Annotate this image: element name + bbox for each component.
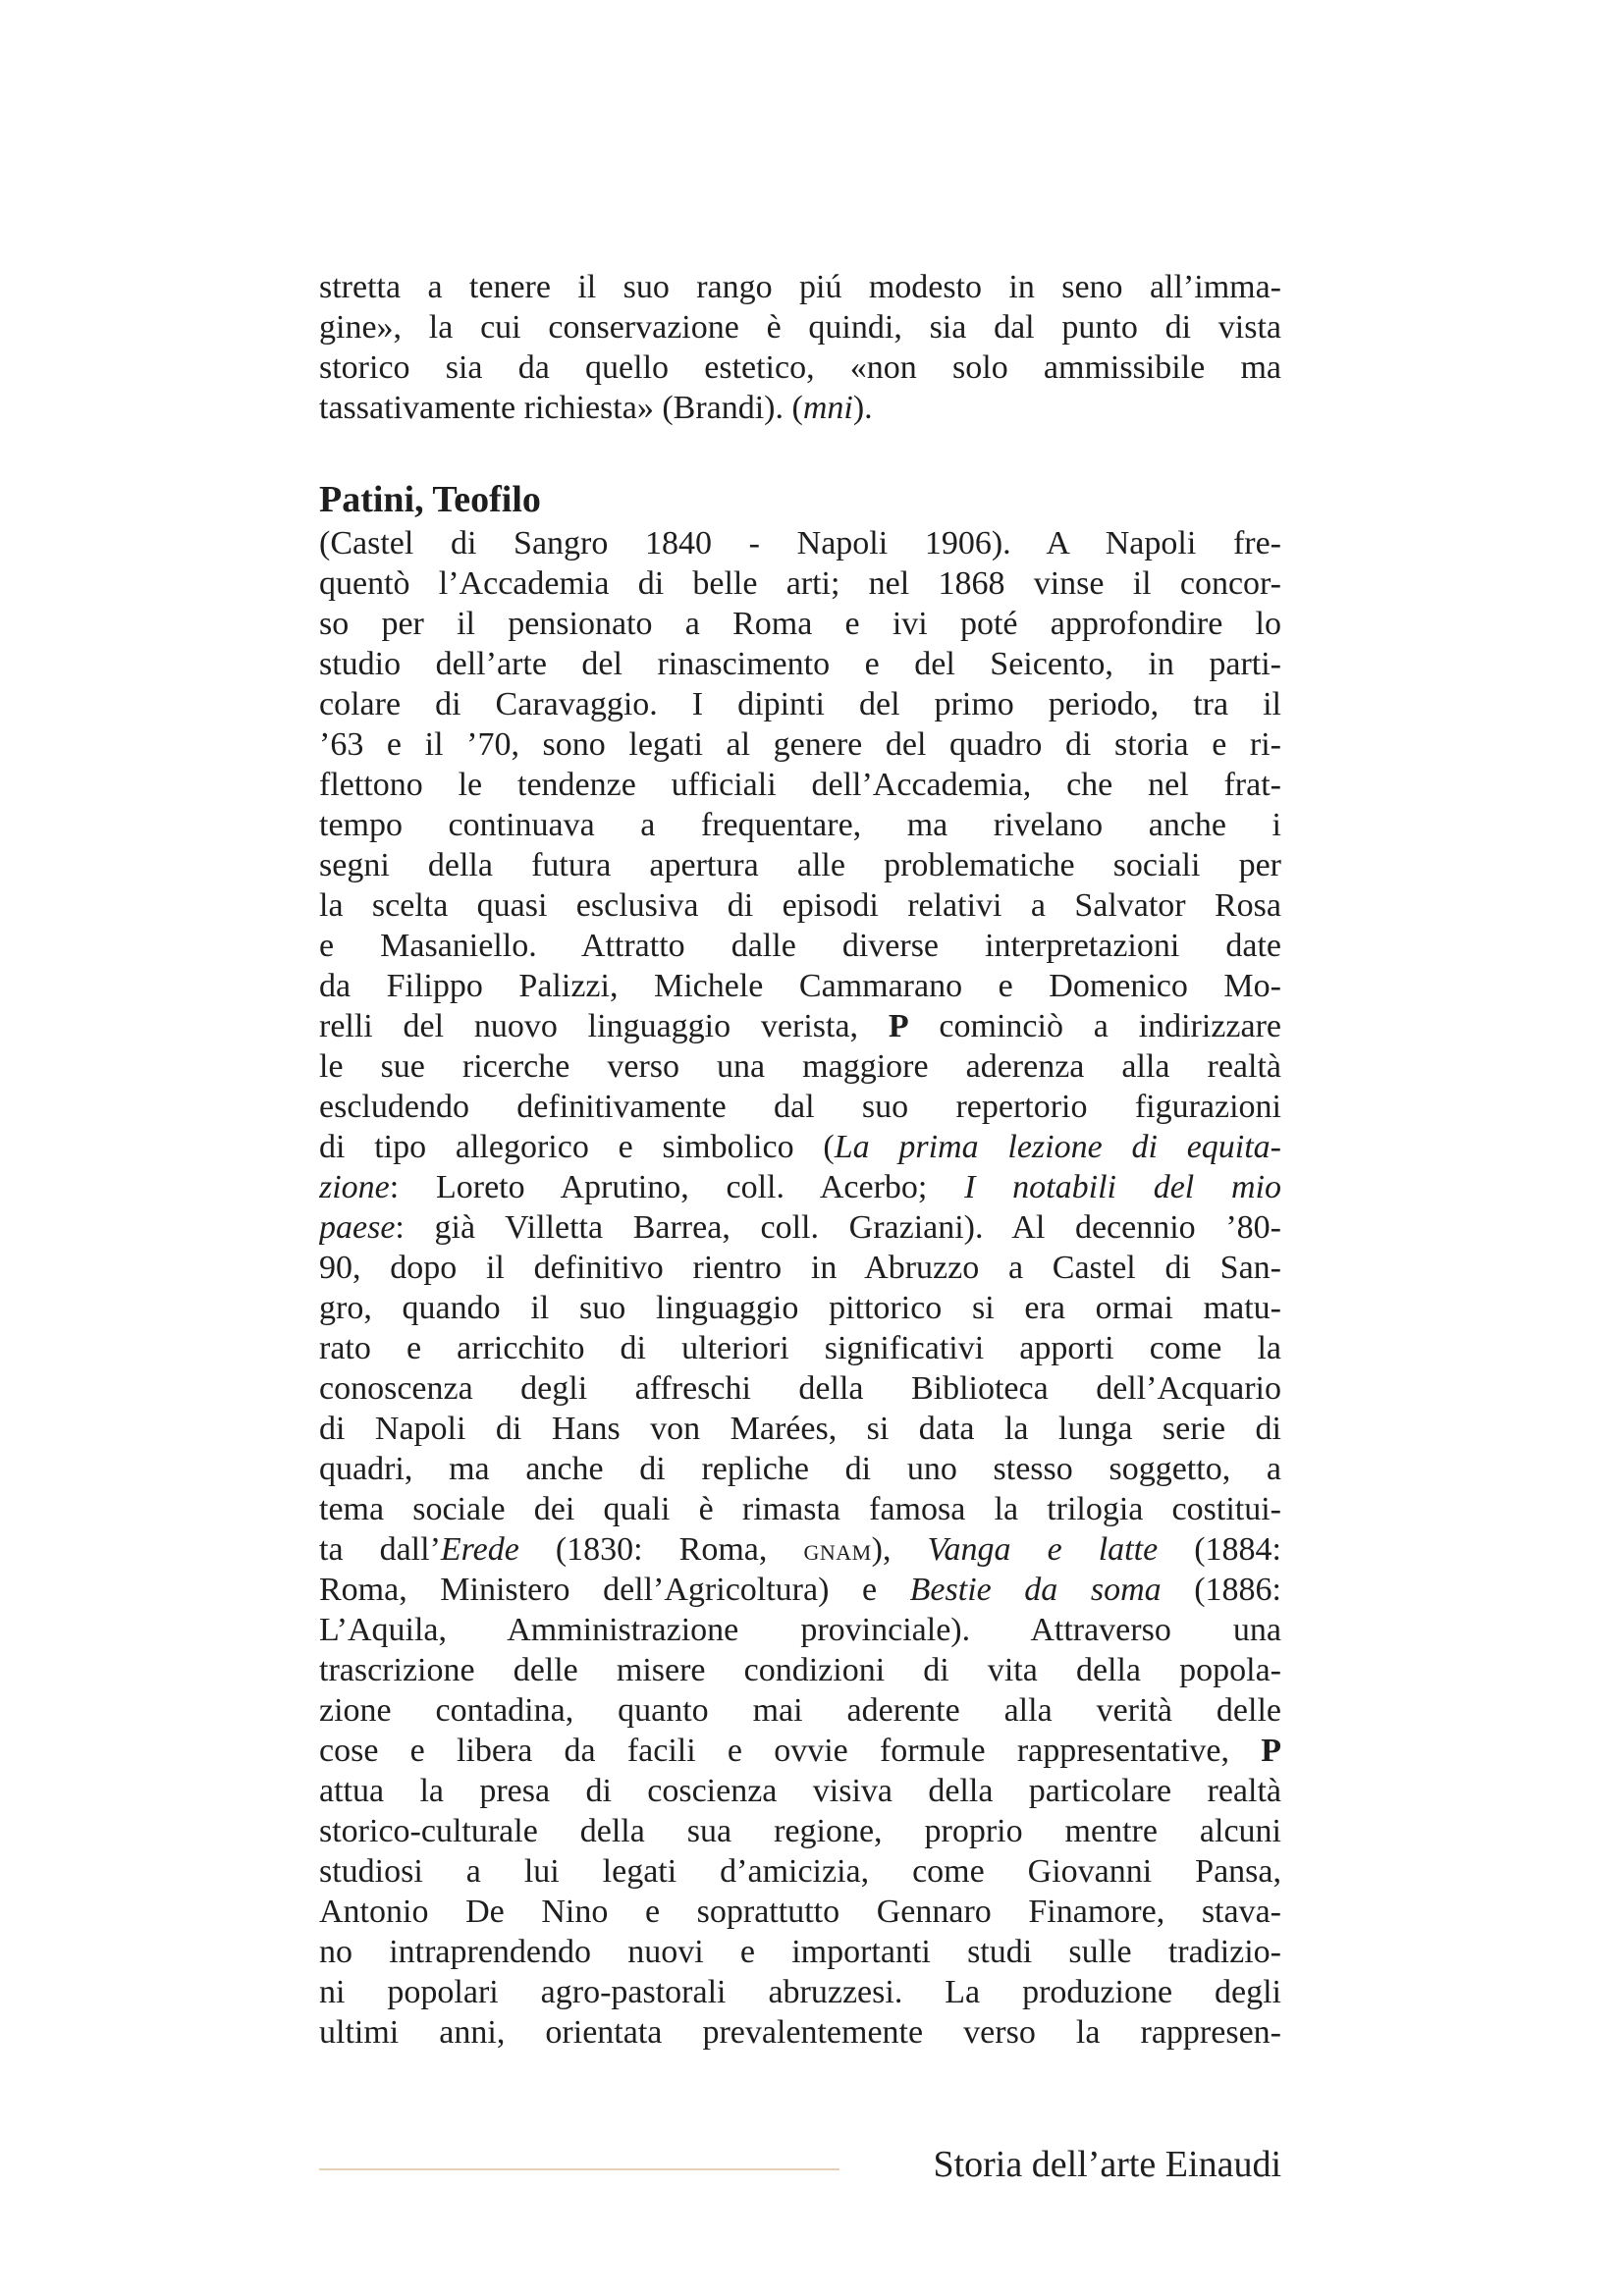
text-line: e Masaniello. Attratto dalle diverse interpretazioni date <box>319 928 1281 964</box>
text-line: la scelta quasi esclusiva di episodi relativi a Salvator Rosa <box>319 887 1281 924</box>
text-line: conoscenza degli affreschi della Biblioteca dell’Acquario <box>319 1370 1281 1407</box>
text-line: le sue ricerche verso una maggiore aderenza alla realtà <box>319 1048 1281 1085</box>
footer-title: Storia dell’arte Einaudi <box>933 2144 1281 2185</box>
text-line: gro, quando il suo linguaggio pittorico si era ormai matu- <box>319 1290 1281 1326</box>
text-line: colare di Caravaggio. I dipinti del primo periodo, tra il <box>319 686 1281 722</box>
text-line: ultimi anni, orientata prevalentemente verso la rappresen- <box>319 2014 1281 2051</box>
text-line: relli del nuovo linguaggio verista, P cominciò a indirizzare <box>319 1008 1281 1044</box>
entry-body <box>319 523 1281 2053</box>
text-line: flettono le tendenze ufficiali dell’Accademia, che nel frat- <box>319 767 1281 803</box>
text-line: Antonio De Nino e soprattutto Gennaro Finamore, stava- <box>319 1894 1281 1930</box>
text-line: segni della futura apertura alle problematiche sociali per <box>319 847 1281 883</box>
subject-abbreviation: P <box>1261 1733 1281 1769</box>
artwork-title: paese <box>319 1209 396 1246</box>
text-line: Roma, Ministero dell’Agricoltura) e Bestie da soma (1886: <box>319 1572 1281 1608</box>
text-line: ta dall’Erede (1830: Roma, gnam), Vanga e latte (1884: <box>319 1531 1281 1568</box>
artwork-title: Erede <box>440 1531 519 1568</box>
text-line: quentò l’Accademia di belle arti; nel 1868 vinse il concor- <box>319 565 1281 602</box>
text-line: so per il pensionato a Roma e ivi poté approfondire lo <box>319 606 1281 642</box>
text-line: storico-culturale della sua regione, proprio mentre alcuni <box>319 1813 1281 1849</box>
entry-heading: Patini, Teofilo <box>319 479 541 520</box>
text-line: di tipo allegorico e simbolico (La prima lezione di equita- <box>319 1129 1281 1165</box>
text-line: gine», la cui conservazione è quindi, sia dal punto di vista <box>319 309 1281 346</box>
subject-abbreviation: P <box>888 1008 909 1044</box>
text-line: cose e libera da facili e ovvie formule rappresentative, P <box>319 1733 1281 1769</box>
text-line: stretta a tenere il suo rango piú modesto in seno all’imma- <box>319 269 1281 305</box>
author-initials: mni <box>802 390 853 426</box>
text-line: trascrizione delle misere condizioni di vita della popola- <box>319 1652 1281 1688</box>
text-line: rato e arricchito di ulteriori significativi apporti come la <box>319 1330 1281 1366</box>
text-line: tema sociale dei quali è rimasta famosa la trilogia costitui- <box>319 1491 1281 1527</box>
text-line: L’Aquila, Amministrazione provinciale). Attraverso una <box>319 1612 1281 1648</box>
text-line: studiosi a lui legati d’amicizia, come Giovanni Pansa, <box>319 1853 1281 1890</box>
text-line: zione: Loreto Aprutino, coll. Acerbo; I notabili del mio <box>319 1169 1281 1205</box>
artwork-title: I notabili del mio <box>964 1169 1281 1205</box>
text-line: da Filippo Palizzi, Michele Cammarano e Domenico Mo- <box>319 968 1281 1004</box>
text-column <box>319 267 1281 2053</box>
text-line: ’63 e il ’70, sono legati al genere del quadro di storia e ri- <box>319 726 1281 763</box>
text-line: paese: già Villetta Barrea, coll. Graziani). Al decennio ’80- <box>319 1209 1281 1246</box>
text-line: no intraprendendo nuovi e importanti studi sulle tradizio- <box>319 1934 1281 1970</box>
text-line: di Napoli di Hans von Marées, si data la lunga serie di <box>319 1411 1281 1447</box>
artwork-title: zione <box>319 1169 390 1205</box>
text-line: attua la presa di coscienza visiva della particolare realtà <box>319 1773 1281 1809</box>
artwork-title: La prima lezione di equita- <box>834 1129 1281 1165</box>
text-line: storico sia da quello estetico, «non solo ammissibile ma <box>319 349 1281 386</box>
page-footer <box>319 2140 1281 2189</box>
text-line: 90, dopo il definitivo rientro in Abruzzo a Castel di San- <box>319 1250 1281 1286</box>
text-line: zione contadina, quanto mai aderente alla verità delle <box>319 1692 1281 1729</box>
artwork-title: Vanga e latte <box>927 1531 1159 1568</box>
text-line: tassativamente richiesta» (Brandi). (mni). <box>319 390 873 426</box>
museum-abbreviation: gnam <box>803 1532 872 1567</box>
text-line: studio dell’arte del rinascimento e del Seicento, in parti- <box>319 646 1281 682</box>
text-line: escludendo definitivamente dal suo repertorio figurazioni <box>319 1089 1281 1125</box>
text-line: ni popolari agro-pastorali abruzzesi. La produzione degli <box>319 1974 1281 2010</box>
artwork-title: Bestie da soma <box>909 1572 1162 1608</box>
text-line: (Castel di Sangro 1840 - Napoli 1906). A Napoli fre- <box>319 525 1281 561</box>
continuation-paragraph <box>319 267 1281 428</box>
text-line: tempo continuava a frequentare, ma rivelano anche i <box>319 807 1281 843</box>
footer-rule <box>319 2168 839 2170</box>
text-line: quadri, ma anche di repliche di uno stesso soggetto, a <box>319 1451 1281 1487</box>
